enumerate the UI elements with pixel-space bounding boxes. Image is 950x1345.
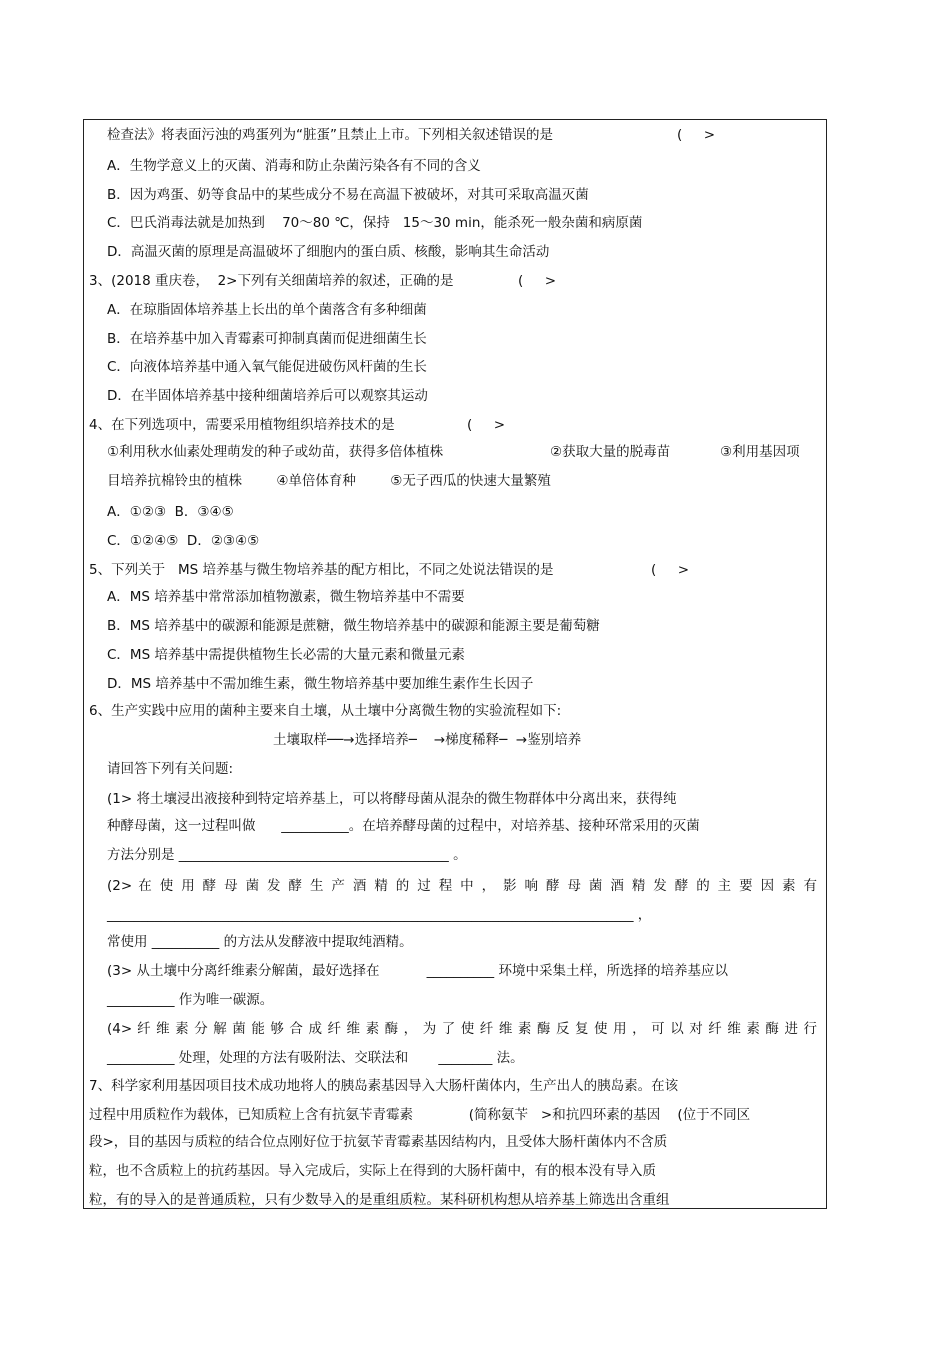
q4-answer-paren: ( > [467, 417, 506, 433]
q2-option-c: C．巴氏消毒法就是加热到 70～80 ℃，保持 15～30 min，能杀死一般杂菌和病原菌 [107, 215, 643, 231]
q2-answer-paren: ( > [677, 127, 716, 143]
q3-option-b: B．在培养基中加入青霉素可抑制真菌而促进细菌生长 [107, 331, 427, 347]
q4-item-3: ③利用基因项 [720, 444, 800, 460]
q3-stem: 3、(2018 重庆卷， 2>下列有关细菌培养的叙述，正确的是 [89, 273, 454, 289]
q7-line-4: 粒，也不含质粒上的抗药基因。导入完成后，实际上在得到的大肠杆菌中，有的根本没有导入质 [89, 1163, 656, 1179]
q5-option-a: A．MS 培养基中常常添加植物激素，微生物培养基中不需要 [107, 589, 465, 605]
q5-option-c: C．MS 培养基中需提供植物生长必需的大量元素和微量元素 [107, 647, 465, 663]
q4-items-line2: 目培养抗棉铃虫的植株 ④单倍体育种 ⑤无子西瓜的快速大量繁殖 [107, 473, 551, 489]
q6-part3-line2: __________ 作为唯一碳源。 [107, 992, 274, 1008]
q7-line-5: 粒，有的导入的是普通质粒，只有少数导入的是重组质粒。某科研机构想从培养基上筛选出含重组 [89, 1192, 670, 1208]
q6-part2-line1: (2> 在 使 用 酵 母 菌 发 酵 生 产 酒 精 的 过 程 中 ， 影 响 酵 母 菌 酒 精 发 酵 的 主 要 因 素 有 [107, 878, 817, 894]
q2-option-b: B．因为鸡蛋、奶等食品中的某些成分不易在高温下被破坏，对其可采取高温灭菌 [107, 187, 589, 203]
q3-answer-paren: ( > [518, 273, 557, 289]
q6-stem: 6、生产实践中应用的菌种主要来自土壤，从土壤中分离微生物的实验流程如下: [89, 703, 562, 719]
q3-option-a: A．在琼脂固体培养基上长出的单个菌落含有多种细菌 [107, 302, 427, 318]
q6-part2-line3: 常使用 __________ 的方法从发酵液中提取纯酒精。 [107, 934, 413, 950]
q3-option-c: C．向液体培养基中通入氧气能促进破伤风杆菌的生长 [107, 359, 427, 375]
q6-part2-line2: ______________________________________________________________________________ ， [107, 907, 652, 923]
q4-stem: 4、在下列选项中，需要采用植物组织培养技术的是 [89, 417, 395, 433]
q6-part1-line1: (1> 将土壤浸出液接种到特定培养基上，可以将酵母菌从混杂的微生物群体中分离出来，获得纯 [107, 791, 677, 807]
q7-line-2: 过程中用质粒作为载体，已知质粒上含有抗氨苄青霉素 (简称氨苄 >和抗四环素的基因 (位于不同区 [89, 1107, 751, 1123]
q4-item-1: ①利用秋水仙素处理萌发的种子或幼苗，获得多倍体植株 [107, 444, 444, 460]
q2-option-d: D．高温灭菌的原理是高温破坏了细胞内的蛋白质、核酸，影响其生命活动 [107, 244, 550, 260]
q2-option-a: A．生物学意义上的灭菌、消毒和防止杂菌污染各有不同的含义 [107, 158, 481, 174]
q4-options-cd: C．①②④⑤ D．②③④⑤ [107, 533, 260, 549]
q6-part1-line2: 种酵母菌，这一过程叫做 __________。在培养酵母菌的过程中，对培养基、接种环常采用的灭菌 [107, 818, 700, 834]
q2-stem: 检查法》将表面污浊的鸡蛋列为“脏蛋”且禁止上市。下列相关叙述错误的是 [107, 127, 553, 143]
q6-part3-line1: (3> 从土壤中分离纤维素分解菌，最好选择在 __________ 环境中采集土样，所选择的培养基应以 [107, 963, 728, 979]
q5-stem: 5、下列关于 MS 培养基与微生物培养基的配方相比，不同之处说法错误的是 [89, 562, 554, 578]
q4-options-ab: A．①②③ B．③④⑤ [107, 504, 234, 520]
q7-line-1: 7、科学家利用基因项目技术成功地将人的胰岛素基因导入大肠杆菌体内，生产出人的胰岛素。在该 [89, 1078, 679, 1094]
q4-item-2: ②获取大量的脱毒苗 [550, 444, 671, 460]
q5-option-b: B．MS 培养基中的碳源和能源是蔗糖，微生物培养基中的碳源和能源主要是葡萄糖 [107, 618, 600, 634]
q7-line-3: 段>，目的基因与质粒的结合位点刚好位于抗氨苄青霉素基因结构内，且受体大肠杆菌体内不含质 [89, 1134, 668, 1150]
q5-option-d: D．MS 培养基中不需加维生素，微生物培养基中要加维生素作生长因子 [107, 676, 534, 692]
q6-part4-line1: (4> 纤 维 素 分 解 菌 能 够 合 成 纤 维 素 酶 ， 为 了 使 纤 维 素 酶 反 复 使 用 ， 可 以 对 纤 维 素 酶 进 行 [107, 1021, 817, 1037]
q6-part1-line3: 方法分别是 ________________________________________ 。 [107, 847, 467, 863]
q6-part4-line2: __________ 处理，处理的方法有吸附法、交联法和 ________ 法。 [107, 1050, 524, 1066]
q3-option-d: D．在半固体培养基中接种细菌培养后可以观察其运动 [107, 388, 428, 404]
q6-prompt: 请回答下列有关问题: [107, 761, 234, 777]
q5-answer-paren: ( > [651, 562, 690, 578]
q6-flowchart: 土壤取样──→选择培养─ →梯度稀释─ →鉴别培养 [273, 732, 582, 748]
